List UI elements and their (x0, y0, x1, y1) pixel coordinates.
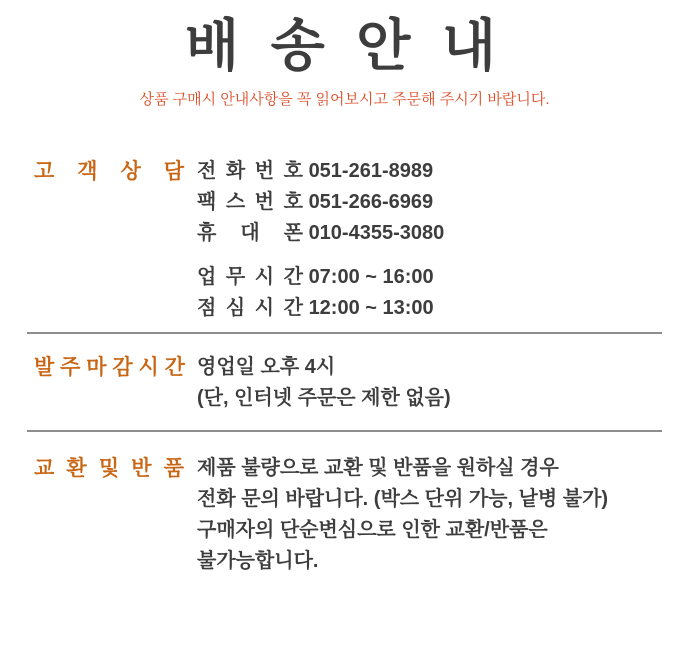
business-hours-value: 07:00 ~ 16:00 (308, 266, 434, 288)
exchange-policy-line: 제품 불량으로 교환 및 반품을 원하실 경우 (197, 457, 559, 479)
deadline-exception-line: (단, 인터넷 주문은 제한 없음) (197, 387, 451, 409)
business-hours-label: 업 무 시 간 (197, 266, 303, 288)
exchange-return-details (197, 453, 608, 577)
mobile-number: 010-4355-3080 (308, 222, 445, 244)
fax-label: 팩 스 번 호 (197, 191, 303, 213)
lunch-hours-label: 점 심 시 간 (197, 297, 303, 319)
section-order-deadline (0, 352, 689, 414)
page-title: 배 송 안 내 (184, 14, 505, 77)
section-label-exchange-return: 교 환 및 반 품 (34, 457, 184, 480)
lunch-hours-row (197, 293, 444, 324)
fax-number: 051-266-6969 (308, 191, 434, 213)
section-label-customer-service: 고 객 상 담 (34, 160, 184, 183)
exchange-policy-line: 구매자의 단순변심으로 인한 교환/반품은 (197, 519, 548, 541)
mobile-label: 휴 대 폰 (197, 222, 303, 244)
lunch-hours-value: 12:00 ~ 13:00 (308, 297, 434, 319)
fax-row (197, 187, 444, 218)
order-deadline-details (197, 352, 451, 414)
page-subtitle: 상품 구매시 안내사항을 꼭 읽어보시고 주문해 주시기 바랍니다. (139, 91, 550, 108)
customer-service-details (197, 156, 444, 324)
exchange-policy-line: 전화 문의 바랍니다. (박스 단위 가능, 낱병 불가) (197, 488, 609, 510)
mobile-row (197, 218, 444, 249)
section-customer-service (0, 156, 689, 324)
business-hours-row (197, 262, 444, 293)
phone-number: 051-261-8989 (308, 160, 434, 182)
section-label-order-deadline: 발 주 마 감 시 간 (34, 356, 185, 379)
deadline-line: 영업일 오후 4시 (197, 356, 336, 378)
section-exchange-return (0, 453, 689, 577)
exchange-policy-line: 불가능합니다. (197, 550, 319, 572)
divider (27, 430, 662, 432)
phone-label: 전 화 번 호 (197, 160, 303, 182)
row-spacer (197, 249, 444, 262)
phone-row (197, 156, 444, 187)
shipping-info-page (0, 8, 689, 646)
divider (27, 332, 662, 334)
